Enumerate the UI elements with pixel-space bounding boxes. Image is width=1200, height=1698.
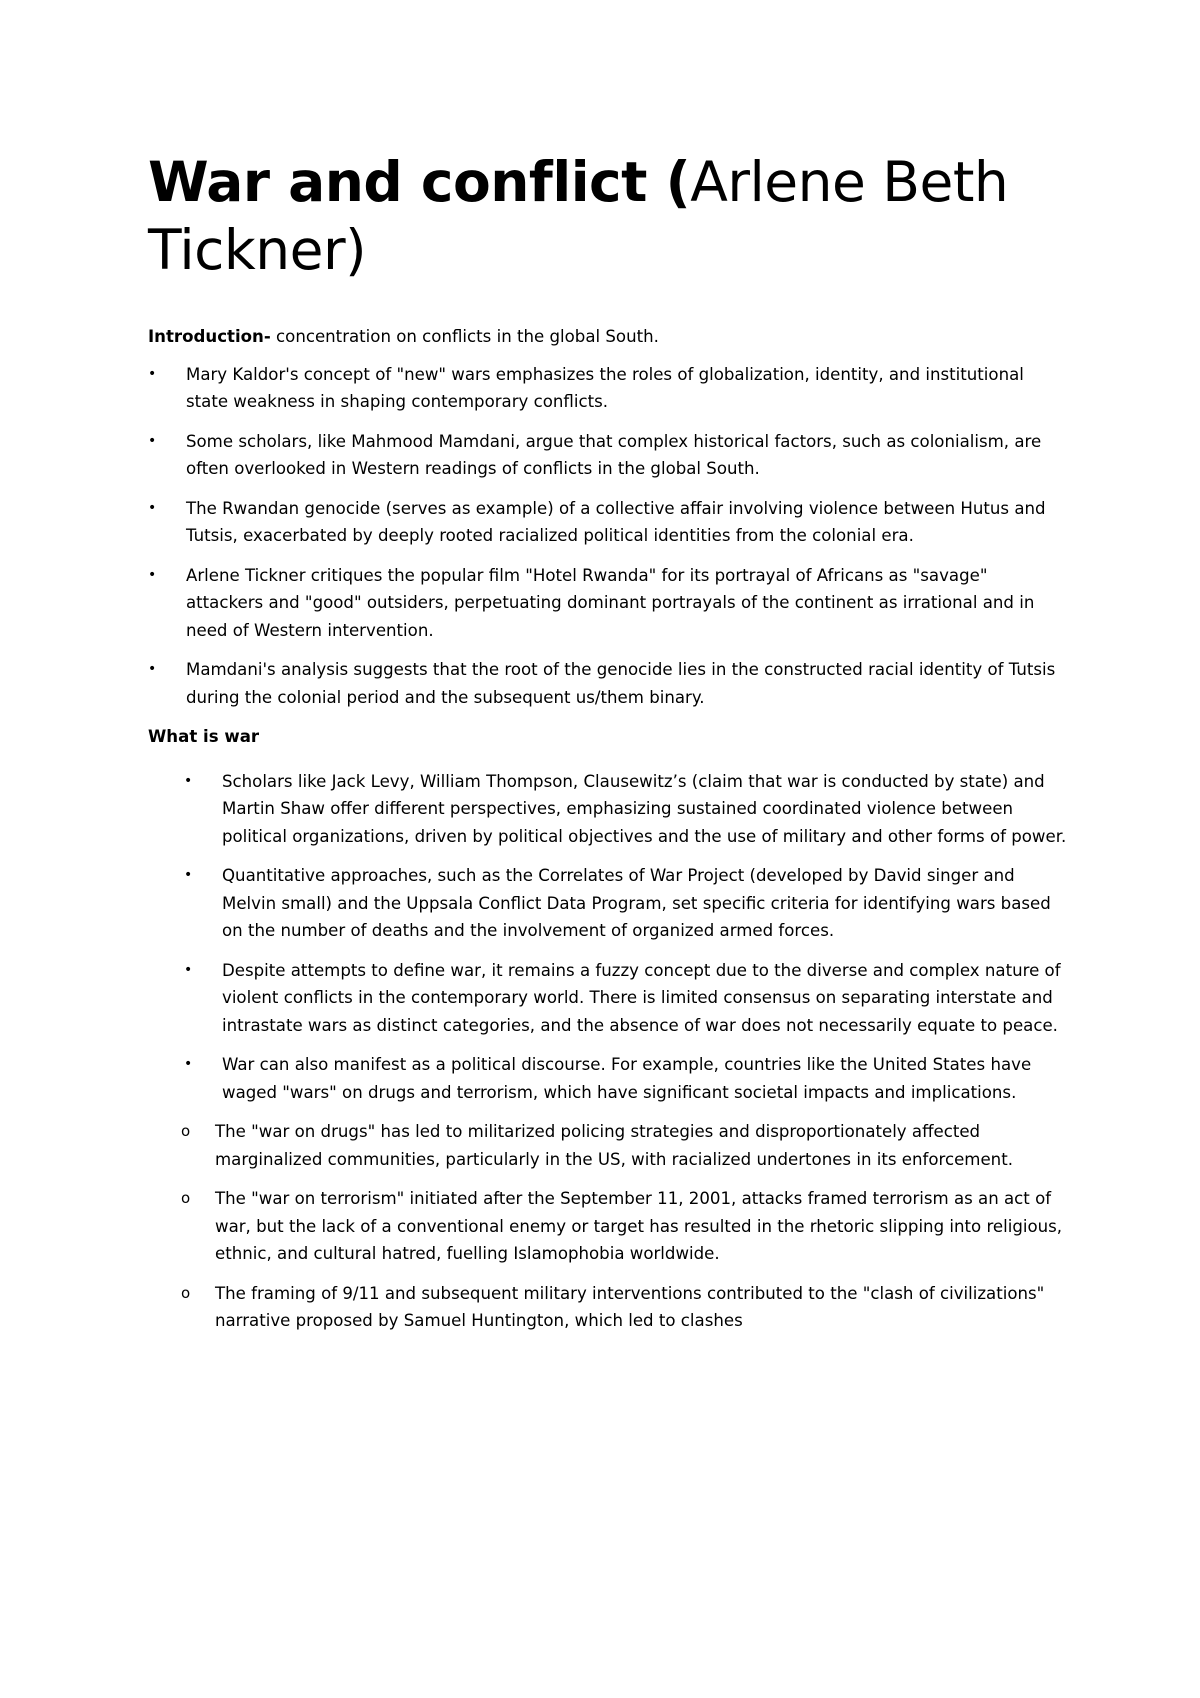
bullet-icon: • xyxy=(184,1056,193,1072)
title-bold-part: War and conflict ( xyxy=(148,150,691,214)
bullet-icon: • xyxy=(148,365,157,382)
list-item-text: War can also manifest as a political discourse. For example, countries like the United States have waged "wars" on drugs and terrorism, which have significant societal impacts and implications. xyxy=(222,1055,1032,1102)
circle-bullet-icon: o xyxy=(181,1189,191,1207)
document-title xyxy=(148,148,1068,284)
list-item xyxy=(148,495,1068,550)
list-item-text: Despite attempts to define war, it remains a fuzzy concept due to the diverse and complex nature of violent conflicts in the contemporary world. There is limited consensus on separating interstate and intrastate wars as distinct categories, and the absence of war does not necessarily equate to peace. xyxy=(222,960,1061,1035)
sub-bullet-list xyxy=(148,1118,1068,1335)
bullet-icon: • xyxy=(148,432,157,449)
list-item-text: Quantitative approaches, such as the Correlates of War Project (developed by David singer and Melvin small) and the Uppsala Conflict Data Program, set specific criteria for identifying wars based on the number of deaths and the involvement of organized armed forces. xyxy=(222,866,1051,940)
list-item xyxy=(148,562,1068,645)
list-item xyxy=(184,768,1068,851)
list-item-text: Mary Kaldor's concept of "new" wars emphasizes the roles of globalization, identity, and institutional state weakness in shaping contemporary conflicts. xyxy=(186,364,1024,411)
circle-bullet-icon: o xyxy=(181,1283,191,1302)
title-author-part: Arlene Beth Tickner) xyxy=(148,150,1009,282)
list-item-text: The Rwandan genocide (serves as example) of a collective affair involving violence between Hutus and Tutsis, exacerbated by deeply rooted racialized political identities from the colonial era. xyxy=(186,498,1046,545)
sub-list-item-text: The "war on drugs" has led to militarized policing strategies and disproportionately affected marginalized communities, particularly in the US, with racialized undertones in its enforcement. xyxy=(215,1122,1013,1169)
sub-list-item xyxy=(181,1118,1068,1173)
list-item xyxy=(184,957,1068,1040)
sub-list-item-text: The framing of 9/11 and subsequent military interventions contributed to the "clash of civilizations" narrative proposed by Samuel Huntington, which led to clashes xyxy=(215,1283,1045,1330)
list-item-text: Arlene Tickner critiques the popular film "Hotel Rwanda" for its portrayal of Africans as "savage" attackers and "good" outsiders, perpetuating dominant portrayals of the continent as irrational and in need of Western intervention. xyxy=(186,565,1035,640)
list-item xyxy=(148,428,1068,483)
war-bullet-list xyxy=(148,768,1068,1335)
list-item xyxy=(148,361,1068,416)
introduction-text: concentration on conflicts in the global South. xyxy=(270,327,659,346)
list-item-text: Mamdani's analysis suggests that the root of the genocide lies in the constructed racial identity of Tutsis during the colonial period and the subsequent us/them binary. xyxy=(186,660,1056,707)
bullet-icon: • xyxy=(184,961,193,978)
list-item xyxy=(148,656,1068,711)
bullet-icon: • xyxy=(184,772,193,789)
sub-list-item-text: The "war on terrorism" initiated after the September 11, 2001, attacks framed terrorism as an act of war, but the lack of a conventional enemy or target has resulted in the rhetoric slipping into religious, ethnic, and cultural hatred, fuelling Islamophobia worldwide. xyxy=(215,1189,1063,1263)
bullet-icon: • xyxy=(148,661,157,677)
introduction-label: Introduction- xyxy=(148,327,271,346)
list-item xyxy=(184,862,1068,945)
bullet-icon: • xyxy=(148,566,157,583)
document-body xyxy=(148,323,1068,1347)
circle-bullet-icon: o xyxy=(181,1122,191,1140)
introduction-bullet-list xyxy=(148,361,1068,712)
list-item xyxy=(181,1051,1068,1335)
bullet-icon: • xyxy=(148,499,157,516)
sub-list-item xyxy=(181,1280,1068,1335)
introduction-paragraph xyxy=(148,323,1068,351)
section-heading-what-is-war: What is war xyxy=(148,727,260,746)
sub-list-item xyxy=(181,1185,1068,1268)
list-item-text: Some scholars, like Mahmood Mamdani, argue that complex historical factors, such as colonialism, are often overlooked in Western readings of conflicts in the global South. xyxy=(186,431,1042,478)
bullet-icon: • xyxy=(184,867,193,883)
list-item-text: Scholars like Jack Levy, William Thompson, Clausewitz’s (claim that war is conducted by state) and Martin Shaw offer different perspectives, emphasizing sustained coordinated violence between political organizations, driven by political objectives and the use of military and other forms of power. xyxy=(222,771,1067,846)
